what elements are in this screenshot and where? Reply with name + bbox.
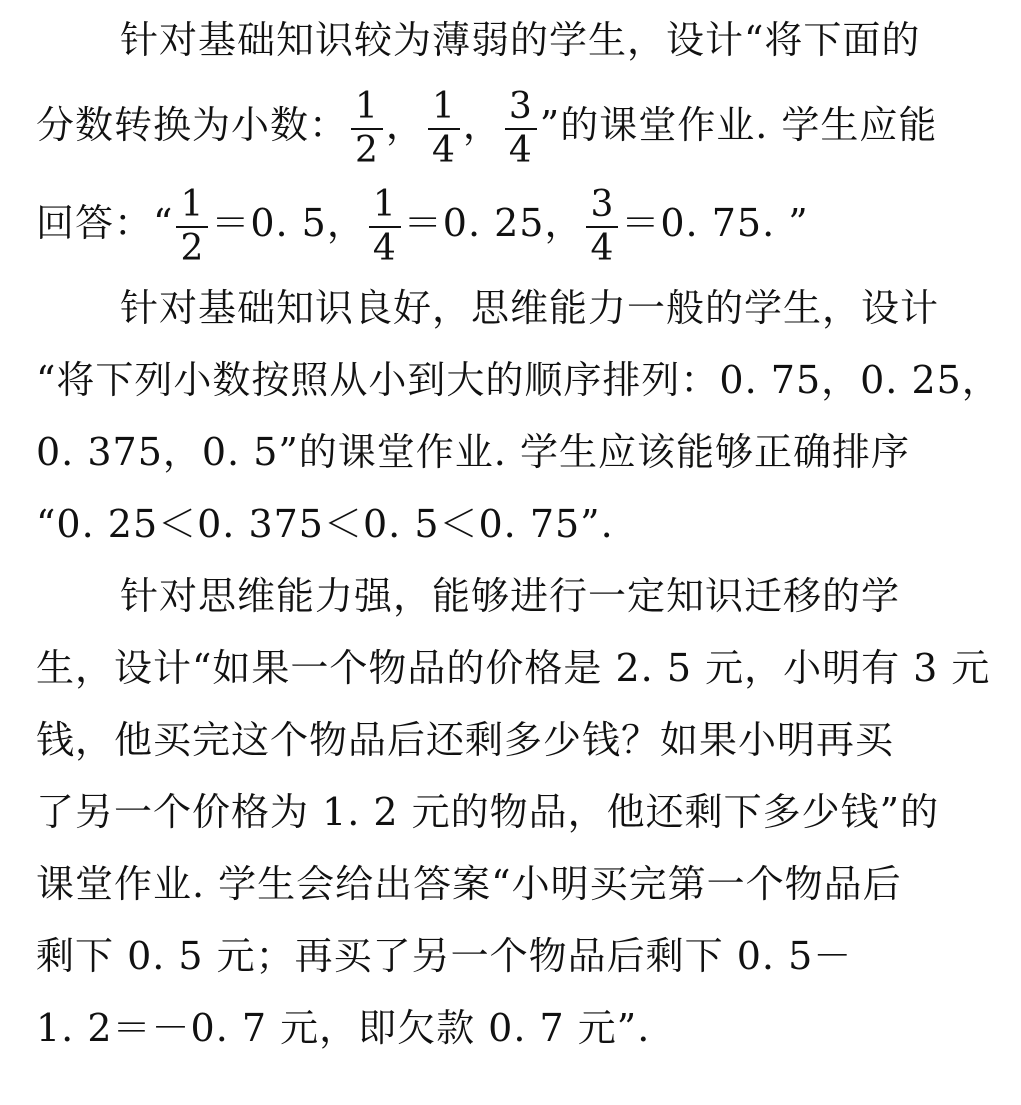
text-line — [36, 174, 986, 272]
text-segment: ， — [385, 103, 425, 147]
text-segment: 生，设计“如果一个物品的价格是 2. 5 元，小明有 3 元 — [36, 646, 991, 690]
text-segment: ＝0. 25， — [403, 201, 584, 245]
text-segment: “0. 25＜0. 375＜0. 5＜0. 75”. — [36, 502, 614, 546]
fraction-denominator: 4 — [431, 129, 456, 171]
fraction-denominator: 4 — [590, 227, 615, 269]
text-line — [36, 76, 986, 174]
fraction-numerator: 3 — [586, 187, 618, 228]
fraction — [176, 183, 208, 269]
text-line — [36, 992, 986, 1064]
text-segment: ， — [462, 103, 502, 147]
text-line — [36, 704, 986, 776]
text-line — [36, 776, 986, 848]
text-line — [36, 560, 986, 632]
fraction-numerator: 1 — [351, 89, 383, 130]
fraction — [428, 85, 460, 171]
text-line — [36, 344, 1001, 416]
fraction-numerator: 1 — [428, 89, 460, 130]
fraction-denominator: 2 — [355, 129, 379, 171]
fraction-numerator: 1 — [369, 187, 401, 228]
text-line — [36, 416, 986, 488]
text-segment: 课堂作业. 学生会给出答案“小明买完第一个物品后 — [36, 862, 902, 906]
text-segment: 了另一个价格为 1. 2 元的物品，他还剩下多少钱”的 — [36, 790, 940, 834]
fraction-denominator: 4 — [508, 129, 533, 171]
fraction — [351, 85, 383, 171]
text-segment: ＝0. 5， — [211, 201, 366, 245]
text-segment: 1. 2＝－0. 7 元，即欠款 0. 7 元”. — [36, 1006, 651, 1050]
text-segment: 针对基础知识良好，思维能力一般的学生，设计 — [120, 286, 940, 330]
fraction — [505, 85, 537, 171]
text-segment: 0. 375，0. 5”的课堂作业. 学生应该能够正确排序 — [36, 430, 910, 474]
text-line — [36, 920, 986, 992]
fraction-numerator: 3 — [505, 89, 537, 130]
text-segment: ”的课堂作业. 学生应能 — [539, 103, 938, 147]
text-segment: ＝0. 75. ” — [621, 201, 809, 245]
text-segment: 分数转换为小数： — [36, 103, 349, 147]
paragraph — [36, 272, 1001, 560]
document-page — [36, 4, 1001, 1064]
text-line — [36, 4, 986, 76]
fraction-denominator: 2 — [180, 227, 205, 269]
text-segment: 回答：“ — [36, 201, 174, 245]
text-line — [36, 632, 991, 704]
text-segment: 针对思维能力强，能够进行一定知识迁移的学 — [120, 574, 901, 618]
paragraph — [36, 560, 991, 1064]
fraction — [586, 183, 618, 269]
text-line — [36, 848, 986, 920]
text-segment: 钱，他买完这个物品后还剩多少钱？如果小明再买 — [36, 718, 895, 762]
text-segment: 剩下 0. 5 元；再买了另一个物品后剩下 0. 5－ — [36, 934, 853, 978]
fraction — [369, 183, 401, 269]
fraction-numerator: 1 — [176, 187, 208, 228]
paragraph — [36, 4, 986, 272]
text-segment: 针对基础知识较为薄弱的学生，设计“将下面的 — [120, 18, 921, 62]
fraction-denominator: 4 — [372, 227, 397, 269]
text-line — [36, 272, 986, 344]
text-segment: “将下列小数按照从小到大的顺序排列：0. 75，0. 25， — [36, 358, 1001, 402]
text-line — [36, 488, 986, 560]
